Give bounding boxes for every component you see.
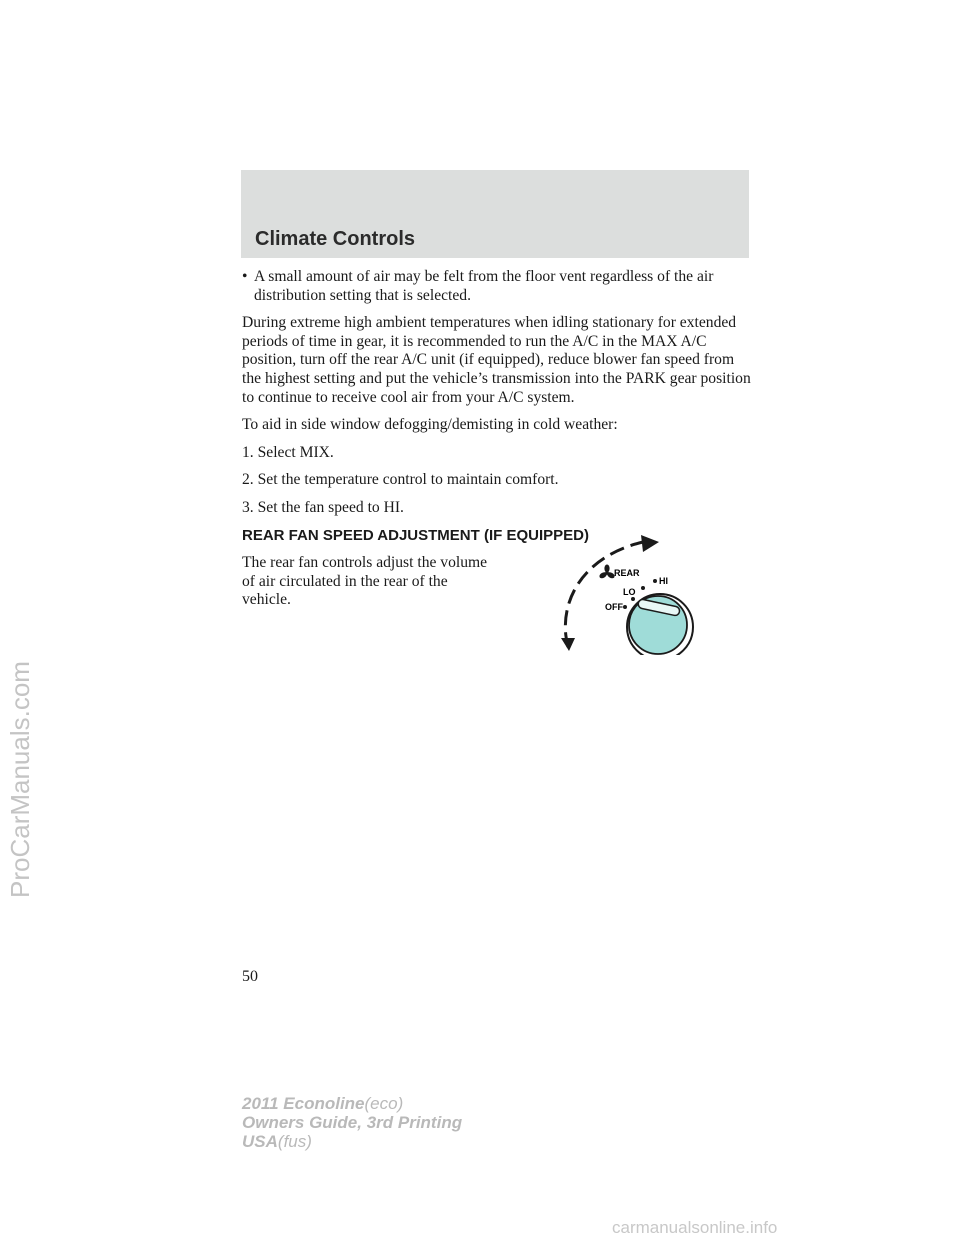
paragraph-defogging: To aid in side window defogging/demisting in cold weather:	[242, 416, 618, 434]
bullet-item	[242, 268, 752, 305]
footer-model-code: (eco)	[364, 1094, 404, 1113]
footer-guide: Owners Guide, 3rd Printing	[242, 1113, 463, 1132]
section-title: Climate Controls	[255, 228, 416, 250]
bullet-mark: •	[242, 268, 248, 285]
label-hi: HI	[659, 576, 668, 586]
watermark	[5, 661, 45, 938]
lo-dot	[631, 597, 635, 601]
footer-line-region	[242, 1132, 462, 1151]
step-2: 2. Set the temperature control to maintain comfort.	[242, 471, 559, 489]
arrowhead-counterclockwise-icon	[561, 638, 575, 651]
knob	[627, 594, 693, 655]
hi-dot	[653, 579, 657, 583]
watermark-text: ProCarManuals.com	[5, 661, 35, 898]
mid-dot	[641, 586, 645, 590]
paragraph-high-temperature: During extreme high ambient temperatures when idling stationary for extended periods of time in gear, it is recommended to run the A/C in the MAX A/C position, turn off the rear A/C unit (if equipped), reduce blower fan speed from the highest setting and put the vehicle’s transmission into the PARK gear position to continue to receive cool air from your A/C system.	[242, 314, 751, 406]
footer-region-code: (fus)	[277, 1132, 312, 1151]
arrowhead-clockwise-icon	[641, 535, 659, 552]
off-dot	[623, 605, 627, 609]
footer	[242, 1094, 462, 1151]
bullet-text: A small amount of air may be felt from the floor vent regardless of the air distribution setting that is selected.	[254, 268, 714, 304]
label-rear: REAR	[614, 568, 640, 578]
step-3: 3. Set the fan speed to HI.	[242, 498, 404, 516]
footer-line-model	[242, 1094, 462, 1113]
step-1: 1. Select MIX.	[242, 443, 334, 461]
label-lo: LO	[623, 587, 636, 597]
subheading-rear-fan: REAR FAN SPEED ADJUSTMENT (IF EQUIPPED)	[242, 526, 589, 544]
page-number: 50	[242, 968, 258, 985]
label-off: OFF	[605, 602, 623, 612]
footer-model: 2011 Econoline	[242, 1094, 365, 1113]
rear-fan-knob-figure	[555, 535, 705, 655]
footer-region: USA	[242, 1132, 278, 1151]
paragraph-rear-fan: The rear fan controls adjust the volume of air circulated in the rear of the vehicle.	[242, 554, 488, 609]
site-mark: carmanualsonline.info	[612, 1218, 778, 1237]
